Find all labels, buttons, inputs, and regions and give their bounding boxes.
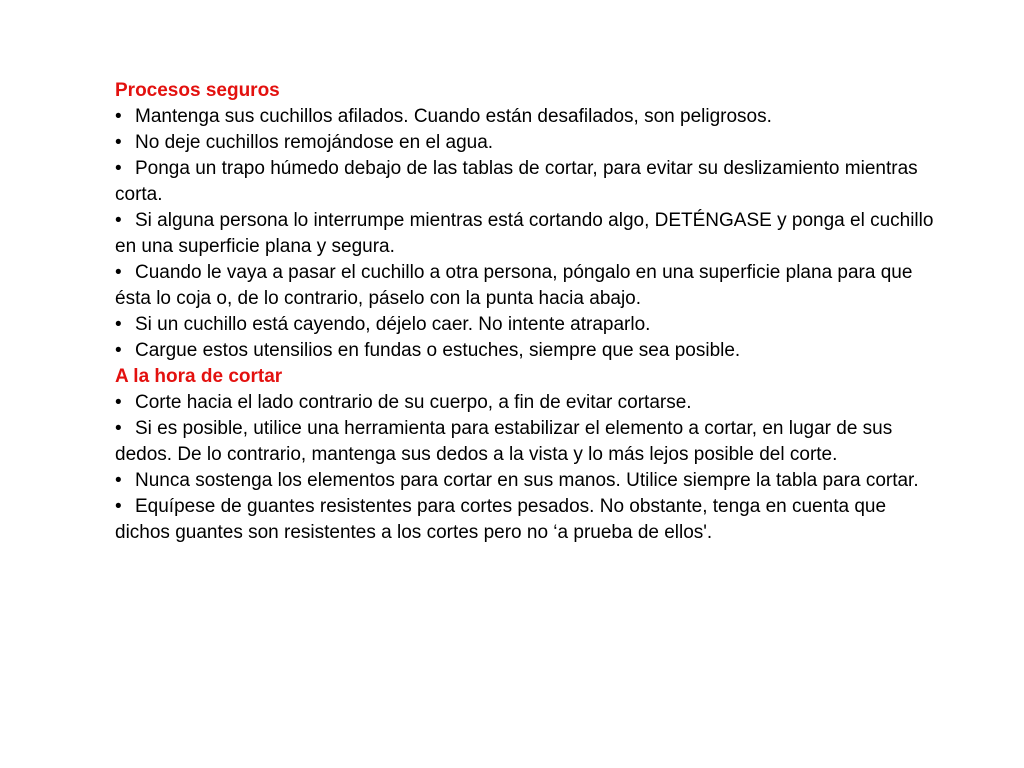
section-heading-a-la-hora-de-cortar: A la hora de cortar: [115, 366, 283, 387]
bullet-icon: •: [115, 470, 122, 491]
bullet-icon: •: [115, 418, 122, 439]
bullet-icon: •: [115, 262, 122, 283]
bullet-text: Si alguna persona lo interrumpe mientras está cortando algo, DETÉNGASE y ponga el cuchillo en una superficie plana y segura.: [115, 210, 934, 257]
bullet-icon: •: [115, 210, 122, 231]
bullet-item: [115, 208, 945, 260]
bullet-text: Cuando le vaya a pasar el cuchillo a otra persona, póngalo en una superficie plana para que ésta lo coja o, de lo contrario, páselo con la punta hacia abajo.: [115, 262, 913, 309]
bullet-text: Ponga un trapo húmedo debajo de las tablas de cortar, para evitar su deslizamiento mientras corta.: [115, 158, 918, 205]
slide-body: [115, 78, 945, 546]
bullet-text: No deje cuchillos remojándose en el agua.: [135, 132, 494, 153]
bullet-text: Cargue estos utensilios en fundas o estuches, siempre que sea posible.: [135, 340, 741, 361]
bullet-item: [115, 104, 945, 130]
section-heading-procesos-seguros: Procesos seguros: [115, 80, 280, 101]
bullet-icon: •: [115, 496, 122, 517]
bullet-item: [115, 156, 945, 208]
bullet-item: [115, 260, 945, 312]
bullet-icon: •: [115, 392, 122, 413]
bullet-text: Si un cuchillo está cayendo, déjelo caer. No intente atraparlo.: [135, 314, 651, 335]
bullet-icon: •: [115, 340, 122, 361]
bullet-text: Nunca sostenga los elementos para cortar en sus manos. Utilice siempre la tabla para cortar.: [135, 470, 919, 491]
bullet-text: Si es posible, utilice una herramienta para estabilizar el elemento a cortar, en lugar de sus dedos. De lo contrario, mantenga sus dedos a la vista y lo más lejos posible del corte.: [115, 418, 893, 465]
bullet-text: Mantenga sus cuchillos afilados. Cuando están desafilados, son peligrosos.: [135, 106, 772, 127]
bullet-item: [115, 130, 945, 156]
bullet-icon: •: [115, 314, 122, 335]
bullet-item: [115, 312, 945, 338]
bullet-item: [115, 468, 945, 494]
bullet-item: [115, 494, 945, 546]
bullet-text: Corte hacia el lado contrario de su cuerpo, a fin de evitar cortarse.: [135, 392, 692, 413]
bullet-icon: •: [115, 106, 122, 127]
bullet-text: Equípese de guantes resistentes para cortes pesados. No obstante, tenga en cuenta que dichos guantes son resistentes a los cortes pero no ‘a prueba de ellos'.: [115, 496, 887, 543]
bullet-item: [115, 338, 945, 364]
bullet-icon: •: [115, 132, 122, 153]
bullet-icon: •: [115, 158, 122, 179]
bullet-item: [115, 390, 945, 416]
bullet-item: [115, 416, 945, 468]
